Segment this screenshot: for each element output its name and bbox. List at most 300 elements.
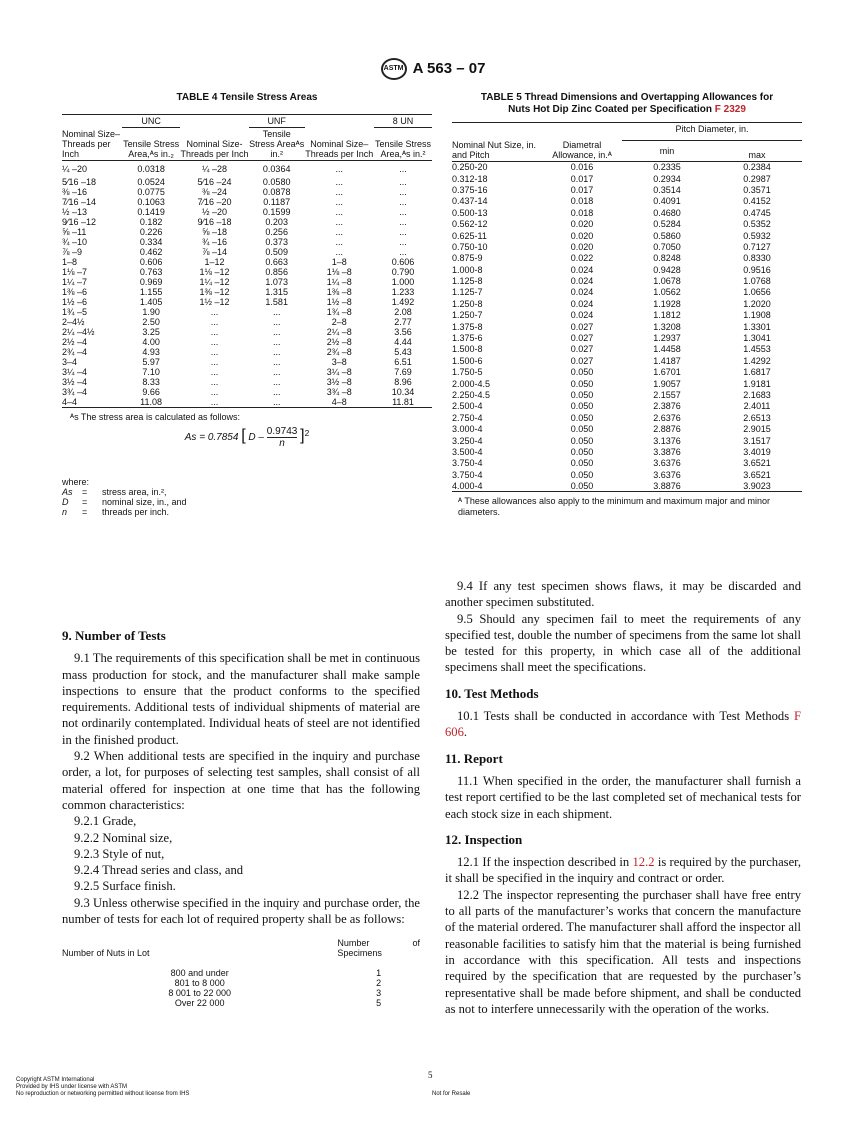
t5-cell: 3.750-4 <box>452 469 483 480</box>
t4-h3: UNF <box>249 115 305 128</box>
t4-cell: ... <box>210 396 219 407</box>
t5-cell: 0.018 <box>570 196 594 207</box>
table-row <box>62 217 432 227</box>
t5-cell: 0.050 <box>570 458 594 469</box>
table-row <box>452 423 802 434</box>
t4-cell: ⅝ –18 <box>201 226 227 237</box>
table-row <box>452 162 802 173</box>
t4-cell: 5⁄16 –24 <box>197 176 232 187</box>
t4-cell: ... <box>335 226 344 237</box>
t4-cell: 3½ –8 <box>326 376 352 387</box>
table-row <box>62 307 432 317</box>
t5-cell: 0.027 <box>570 355 594 366</box>
t5-cell: 1.125-7 <box>452 287 483 298</box>
t5-cell: 1.0656 <box>743 287 771 298</box>
t4-h0: Nominal Size– Threads per Inch <box>62 115 122 161</box>
t5-cell: 1.375-8 <box>452 321 483 332</box>
t4-cell: ¼ –20 <box>62 163 88 174</box>
para-9-3: 9.3 Unless otherwise specified in the inquiry and purchase order, the number of tests for each lot of required property shall be as follows: <box>62 895 420 927</box>
t5-cell: 0.050 <box>570 480 594 491</box>
formula-d: D – <box>248 431 264 443</box>
t4-cell: ... <box>272 346 281 357</box>
t5-cell: 3.9023 <box>743 480 771 491</box>
table-row <box>62 267 432 277</box>
table-row <box>62 237 432 247</box>
table-row <box>452 310 802 321</box>
t4-cell: ... <box>210 326 219 337</box>
t4-cell: 0.606 <box>139 256 163 267</box>
t4-cell: 3¼ –4 <box>62 366 88 377</box>
t5-cell: 0.4152 <box>743 196 771 207</box>
t5-cell: 0.027 <box>570 344 594 355</box>
t4-cell: ... <box>210 316 219 327</box>
where-label: where: <box>62 476 90 487</box>
copyright-line: Copyright ASTM International <box>16 1077 95 1083</box>
table-row <box>62 197 432 207</box>
t5-cell: 0.9428 <box>653 264 681 275</box>
t4-cell: 1½ –6 <box>62 296 88 307</box>
t4-cell: ... <box>210 306 219 317</box>
para-12-1 <box>445 854 801 887</box>
t4-cell: 1⅜ –8 <box>326 286 352 297</box>
t4-cell: 0.0775 <box>137 186 165 197</box>
t4-cell: 0.1187 <box>263 196 291 207</box>
t4-cell: 7.69 <box>394 366 412 377</box>
t4-cell: 1⅜ –6 <box>62 286 88 297</box>
lot-row <box>62 998 420 1008</box>
lot-cell: 801 to 8 000 <box>174 978 225 989</box>
lot-h0: Number of Nuts in Lot <box>62 948 150 959</box>
t4-cell: 1.90 <box>142 306 160 317</box>
t4-cell: 0.509 <box>265 246 288 257</box>
t4-cell: ... <box>272 336 281 347</box>
t5-cell: 0.018 <box>570 207 594 218</box>
formula-lhs: As = 0.7854 <box>184 431 239 443</box>
t5-cell: 0.4680 <box>653 207 681 218</box>
t4-cell: 6.51 <box>394 356 412 367</box>
t5-cell: 1.250-7 <box>452 310 483 321</box>
t4-cell: 1¼ –8 <box>326 276 352 287</box>
t5-cell: 3.6521 <box>743 458 771 469</box>
item-9-2-4: 9.2.4 Thread series and class, and <box>74 863 244 878</box>
t4-cell: 1–8 <box>62 256 78 267</box>
t5-cell: 0.437-14 <box>452 196 488 207</box>
def-text: stress area, in.², <box>102 486 167 497</box>
t5-cell: 1.125-8 <box>452 276 483 287</box>
t5-cell: 1.9057 <box>653 378 681 389</box>
t5-cell: 2.500-4 <box>452 401 483 412</box>
page-number: 5 <box>428 1070 433 1080</box>
t5-cell: 0.750-10 <box>452 241 488 252</box>
table-row <box>452 389 802 400</box>
table-row <box>452 275 802 286</box>
t5-cell: 2.250-4.5 <box>452 390 491 400</box>
t4-cell: 11.08 <box>140 396 162 407</box>
lot-row <box>62 988 420 998</box>
t5-cell: 0.3571 <box>743 184 771 195</box>
para-12-1-a: 12.1 If the inspection described in <box>457 855 633 870</box>
t4-cell: ... <box>272 306 281 317</box>
formula-exp: 2 <box>304 427 310 438</box>
t4-cell: 9.66 <box>142 386 160 397</box>
t4-cell: 9⁄16 –12 <box>62 216 97 227</box>
t4-sub2: Tensile Stress Area,ᴬs in.² <box>374 139 432 159</box>
t5-cell: 1.375-6 <box>452 333 483 344</box>
t5-cell: 0.312-18 <box>452 173 488 184</box>
lot-cell: 2 <box>376 978 382 989</box>
formula-num: 0.9743 <box>266 425 298 437</box>
t4-cell: ... <box>210 366 219 377</box>
table-5-title <box>452 92 802 116</box>
t5-cell: 2.8876 <box>653 424 681 435</box>
t5-cell: 1.1812 <box>653 310 681 321</box>
t4-h4: Nominal Size– Threads per Inch <box>305 115 374 161</box>
t4-cell: ½ –13 <box>62 206 88 217</box>
t5-cell: 3.500-4 <box>452 446 483 457</box>
t5-cell: 2.6513 <box>743 412 771 423</box>
t5-cell: 0.5932 <box>743 230 771 241</box>
t4-cell: 10.34 <box>391 386 415 397</box>
t4-cell: ¼ –28 <box>201 163 227 174</box>
lot-cell: 5 <box>376 998 382 1009</box>
t4-footnote: ᴬs The stress area is calculated as follows: <box>70 411 240 422</box>
t5-cell: 0.7127 <box>743 241 771 252</box>
t4-cell: 0.182 <box>139 216 163 227</box>
t5-cell: 0.875-9 <box>452 253 483 264</box>
t4-sub0: Tensile Stress Area,ᴬs in.₂ <box>123 139 180 159</box>
t5-cell: 3.6521 <box>743 469 771 480</box>
table-row <box>62 161 432 177</box>
t4-cell: ... <box>399 163 407 174</box>
t5-cell: 0.2987 <box>743 173 771 184</box>
t4-cell: 1⅜ –12 <box>199 286 230 297</box>
table-row <box>62 297 432 307</box>
t4-cell: 1–12 <box>204 256 225 267</box>
table-row <box>62 177 432 187</box>
t4-cell: 3–4 <box>62 356 78 367</box>
t4-cell: 0.256 <box>265 226 288 237</box>
t4-cell: ... <box>272 326 281 337</box>
t4-cell: 3.25 <box>142 326 160 337</box>
para-9-5: 9.5 Should any specimen fail to meet the requirements of any specified test, double the number of specimens from the same lot shall be tested for this property, in which case all of the additional specimens shall meet the specifications. <box>445 611 801 675</box>
t5-cell: 0.020 <box>570 241 594 252</box>
t5-cell: 1.6817 <box>743 367 771 378</box>
lot-table <box>62 937 423 1009</box>
t5-h-max: max <box>748 150 766 160</box>
table-row <box>62 207 432 217</box>
t4-cell: 4.44 <box>394 336 412 347</box>
t4-h1: UNC <box>122 115 180 128</box>
table-row <box>62 337 432 347</box>
t4-cell: ... <box>399 206 407 217</box>
provided-line: Provided by IHS under license with ASTM <box>16 1084 128 1090</box>
t5-cell: 0.3514 <box>653 184 681 195</box>
stress-formula: As = 0.7854 [ D – $\frac{0.9743}{n} ]^2$ <box>184 425 310 449</box>
section-12-2-link[interactable]: 12.2 <box>632 855 655 870</box>
t5-cell: 0.050 <box>570 446 594 457</box>
t5-cell: 0.017 <box>570 184 594 195</box>
t5-cell: 0.250-20 <box>452 162 488 173</box>
t4-cell: 7.10 <box>142 366 160 377</box>
section-11-heading: 11. Report <box>445 750 503 766</box>
t4-cell: 1.492 <box>391 296 415 307</box>
lot-cell: 3 <box>376 988 382 999</box>
t4-cell: ... <box>272 376 281 387</box>
t4-cell: 1⅛ –12 <box>199 266 230 277</box>
reproduction-line: No reproduction or networking permitted without license from IHS <box>16 1091 190 1097</box>
para-9-1: 9.1 The requirements of this specification shall be met in continuous mass production for stock, and the manufacturer shall make sample inspections to ensure that the product conforms to the specified requirements. Additional tests of individual shipments of material are not ordinarily contemplated. Individual heats of steel are not identified in the finished product. <box>62 651 420 747</box>
t4-cell: 0.1599 <box>262 206 291 217</box>
t5-cell: 1.4458 <box>653 344 681 355</box>
table-row <box>452 458 802 469</box>
t4-cell: ⅜ –16 <box>62 186 88 197</box>
t5-cell: 2.1557 <box>653 390 681 400</box>
t5-h0: Nominal Nut Size, in. and Pitch <box>452 140 537 160</box>
t4-cell: ... <box>335 163 344 174</box>
t5-cell: 3.8876 <box>653 480 681 491</box>
table-row <box>452 469 802 480</box>
table-row <box>452 218 802 229</box>
t5-cell: 3.750-4 <box>452 458 483 469</box>
table-row <box>452 298 802 309</box>
t4-cell: 1.155 <box>139 286 163 297</box>
t5-cell: 1.2020 <box>743 298 771 309</box>
table-row <box>62 347 432 357</box>
t4-h5: 8 UN <box>374 115 432 128</box>
t5-cell: 0.050 <box>570 390 594 400</box>
t5-cell: 2.6376 <box>653 412 681 423</box>
t4-cell: 0.763 <box>139 266 163 277</box>
t5-cell: 0.050 <box>570 401 594 412</box>
t5-cell: 0.375-16 <box>452 184 488 195</box>
t5-cell: 1.0768 <box>743 276 771 287</box>
def-eq: = <box>82 496 88 507</box>
t4-cell: 0.663 <box>265 256 288 267</box>
item-9-2-2: 9.2.2 Nominal size, <box>74 830 173 845</box>
def-symbol: As <box>62 486 73 497</box>
t4-cell: ... <box>210 346 219 357</box>
t5-cell: 1.1908 <box>743 310 771 321</box>
t4-cell: 1¾ –5 <box>62 306 88 317</box>
t4-cell: 0.0878 <box>262 186 291 197</box>
lot-h1: Number of Specimens <box>337 938 423 959</box>
item-9-2-5: 9.2.5 Surface finish. <box>74 879 176 894</box>
t4-cell: 2¼ –4½ <box>62 326 95 337</box>
table-row <box>452 264 802 275</box>
t5-cell: 1.3041 <box>743 333 771 344</box>
table-row <box>452 355 802 366</box>
t4-cell: 1.405 <box>139 296 163 307</box>
t5-cell: 0.024 <box>570 310 594 321</box>
table-5 <box>452 92 802 518</box>
section-9-heading: 9. Number of Tests <box>62 628 166 643</box>
t4-cell: 0.226 <box>139 226 163 237</box>
t5-cell: 2.4011 <box>743 401 771 412</box>
t5-cell: 0.4745 <box>743 207 771 218</box>
t5-cell: 1.4292 <box>743 355 771 366</box>
t4-cell: 4–4 <box>62 396 78 407</box>
table-row <box>62 397 432 408</box>
t4-cell: 0.606 <box>391 256 415 267</box>
t4-cell: 3¾ –8 <box>326 386 352 397</box>
table-row <box>452 367 802 378</box>
t5-cell: 0.625-11 <box>452 230 487 241</box>
table-row <box>62 287 432 297</box>
right-column <box>445 578 801 1017</box>
document-header <box>0 58 866 80</box>
t5-cell: 1.3301 <box>743 321 771 332</box>
t4-cell: ... <box>399 216 407 227</box>
t4-cell: ⅜ –24 <box>201 186 227 197</box>
t4-cell: 1.581 <box>265 296 288 307</box>
t4-cell: ⅞ –14 <box>201 246 227 257</box>
t4-cell: 2.50 <box>142 316 160 327</box>
t5-cell: 0.500-13 <box>452 207 488 218</box>
t4-cell: 7⁄16 –20 <box>197 196 232 207</box>
formula-den: n <box>279 437 285 449</box>
table-row <box>452 287 802 298</box>
t4-cell: 1½ –12 <box>199 296 230 307</box>
t5-cell: 0.9516 <box>743 264 771 275</box>
table-row <box>452 401 802 412</box>
t4-cell: 5⁄16 –18 <box>62 176 97 187</box>
t4-cell: 1.315 <box>265 286 288 297</box>
t4-cell: ... <box>335 196 344 207</box>
lot-cell: 8 001 to 22 000 <box>168 988 231 999</box>
table-row <box>452 412 802 423</box>
t5-h2: Pitch Diameter, in. <box>622 123 802 141</box>
t5-cell: 0.027 <box>570 333 594 344</box>
t5-cell: 2.000-4.5 <box>452 378 491 389</box>
t4-cell: 1⅛ –8 <box>326 266 352 277</box>
t4-cell: ¾ –16 <box>201 236 227 247</box>
t5-cell: 1.4187 <box>653 355 681 366</box>
t4-cell: 0.0580 <box>262 176 291 187</box>
t5-cell: 3.1517 <box>743 435 771 446</box>
t5-cell: 0.2335 <box>653 162 681 173</box>
para-10-1-text: 10.1 Tests shall be conducted in accordance with Test Methods <box>457 709 794 724</box>
t5-cell: 0.8248 <box>653 253 681 264</box>
t4-cell: 0.334 <box>139 236 163 247</box>
t5-cell: 2.3876 <box>653 401 681 412</box>
item-9-2-1: 9.2.1 Grade, <box>74 814 137 829</box>
t4-cell: 0.1063 <box>137 196 165 207</box>
table-row <box>62 357 432 367</box>
t5-cell: 0.020 <box>570 219 594 230</box>
t5-cell: 0.024 <box>570 276 594 287</box>
t4-cell: ... <box>335 216 344 227</box>
definition <box>62 507 432 517</box>
table-row <box>452 207 802 218</box>
t4-cell: ... <box>399 176 407 187</box>
table-row <box>452 184 802 195</box>
designation: A 563 – 07 <box>412 59 486 77</box>
t5-cell: 0.2384 <box>743 162 771 173</box>
t5-cell: 1.0562 <box>653 287 681 298</box>
t4-cell: ½ –20 <box>201 206 227 217</box>
def-text: nominal size, in., and <box>102 496 187 507</box>
para-12-1-b: is required by the purchaser, it shall be specified in the inquiry and contract or order. <box>445 855 801 886</box>
t5-cell: 0.024 <box>570 287 594 298</box>
t4-cell: 4–8 <box>331 396 347 407</box>
t4-cell: 2¼ –8 <box>326 326 352 337</box>
table-row <box>452 332 802 343</box>
t5-cell: 1.1928 <box>653 298 681 309</box>
t4-cell: ... <box>399 186 407 197</box>
f2329-link[interactable]: F 2329 <box>714 104 746 115</box>
t5-cell: 1.500-6 <box>452 355 483 366</box>
t5-cell: 3.4019 <box>743 446 771 457</box>
f606-link[interactable]: F 606 <box>445 709 801 740</box>
t5-cell: 3.250-4 <box>452 435 483 446</box>
t4-cell: 2¾ –4 <box>62 346 88 357</box>
t5-cell: 1.3208 <box>653 321 681 332</box>
t4-cell: 1⅛ –7 <box>62 266 88 277</box>
t4-sub1: Tensile Stress Areaᴬs in.² <box>249 129 305 159</box>
t5-cell: 1.6701 <box>653 367 681 378</box>
t4-cell: ... <box>399 196 407 207</box>
t5-title-a: TABLE 5 Thread Dimensions and Overtapping Allowances for <box>480 92 774 103</box>
table-row <box>62 277 432 287</box>
def-text: threads per inch. <box>102 506 170 517</box>
table-4 <box>62 92 432 517</box>
table-row <box>62 377 432 387</box>
t4-cell: ... <box>335 246 344 257</box>
table-row <box>62 227 432 237</box>
t5-cell: 0.050 <box>570 412 594 423</box>
t5-cell: 3.6376 <box>653 469 681 480</box>
t4-cell: 4.00 <box>142 336 160 347</box>
t4-cell: 3¼ –8 <box>326 366 352 377</box>
t5-cell: 0.5352 <box>743 219 771 230</box>
t4-cell: 5.97 <box>142 356 160 367</box>
t4-cell: 2.08 <box>394 306 412 317</box>
t5-cell: 0.050 <box>570 424 594 435</box>
t4-cell: 1¼ –12 <box>199 276 230 287</box>
t5-cell: 0.022 <box>570 253 594 264</box>
table-row <box>452 241 802 252</box>
t4-cell: 0.462 <box>139 246 163 257</box>
t4-cell: ... <box>272 366 281 377</box>
t4-cell: 5.43 <box>394 346 412 357</box>
t4-cell: ¾ –10 <box>62 236 88 247</box>
table-row <box>62 187 432 197</box>
t5-cell: 2.750-4 <box>452 412 483 423</box>
def-symbol: D <box>62 496 69 507</box>
lot-row <box>62 968 420 978</box>
t4-cell: ... <box>335 176 344 187</box>
t4-cell: 0.790 <box>391 266 415 277</box>
t4-cell: 3.56 <box>394 326 412 337</box>
t4-cell: 7⁄16 –14 <box>62 196 97 207</box>
astm-logo: ASTM <box>381 58 407 80</box>
t5-cell: 0.562-12 <box>452 219 488 230</box>
table-4-title: TABLE 4 Tensile Stress Areas <box>176 92 318 103</box>
t5-cell: 1.000-8 <box>452 264 483 275</box>
t4-cell: 1.073 <box>265 276 288 287</box>
t5-cell: 0.050 <box>570 469 594 480</box>
t5-h-min: min <box>659 146 675 156</box>
t4-cell: ... <box>210 386 219 397</box>
t4-cell: 2.77 <box>394 316 412 327</box>
t4-cell: ... <box>399 246 407 257</box>
t4-cell: 0.0364 <box>262 163 291 174</box>
t4-cell: 0.373 <box>265 236 288 247</box>
t4-cell: ... <box>335 236 344 247</box>
t4-cell: ... <box>210 376 219 387</box>
t4-cell: 0.969 <box>139 276 163 287</box>
table-row <box>452 480 802 491</box>
